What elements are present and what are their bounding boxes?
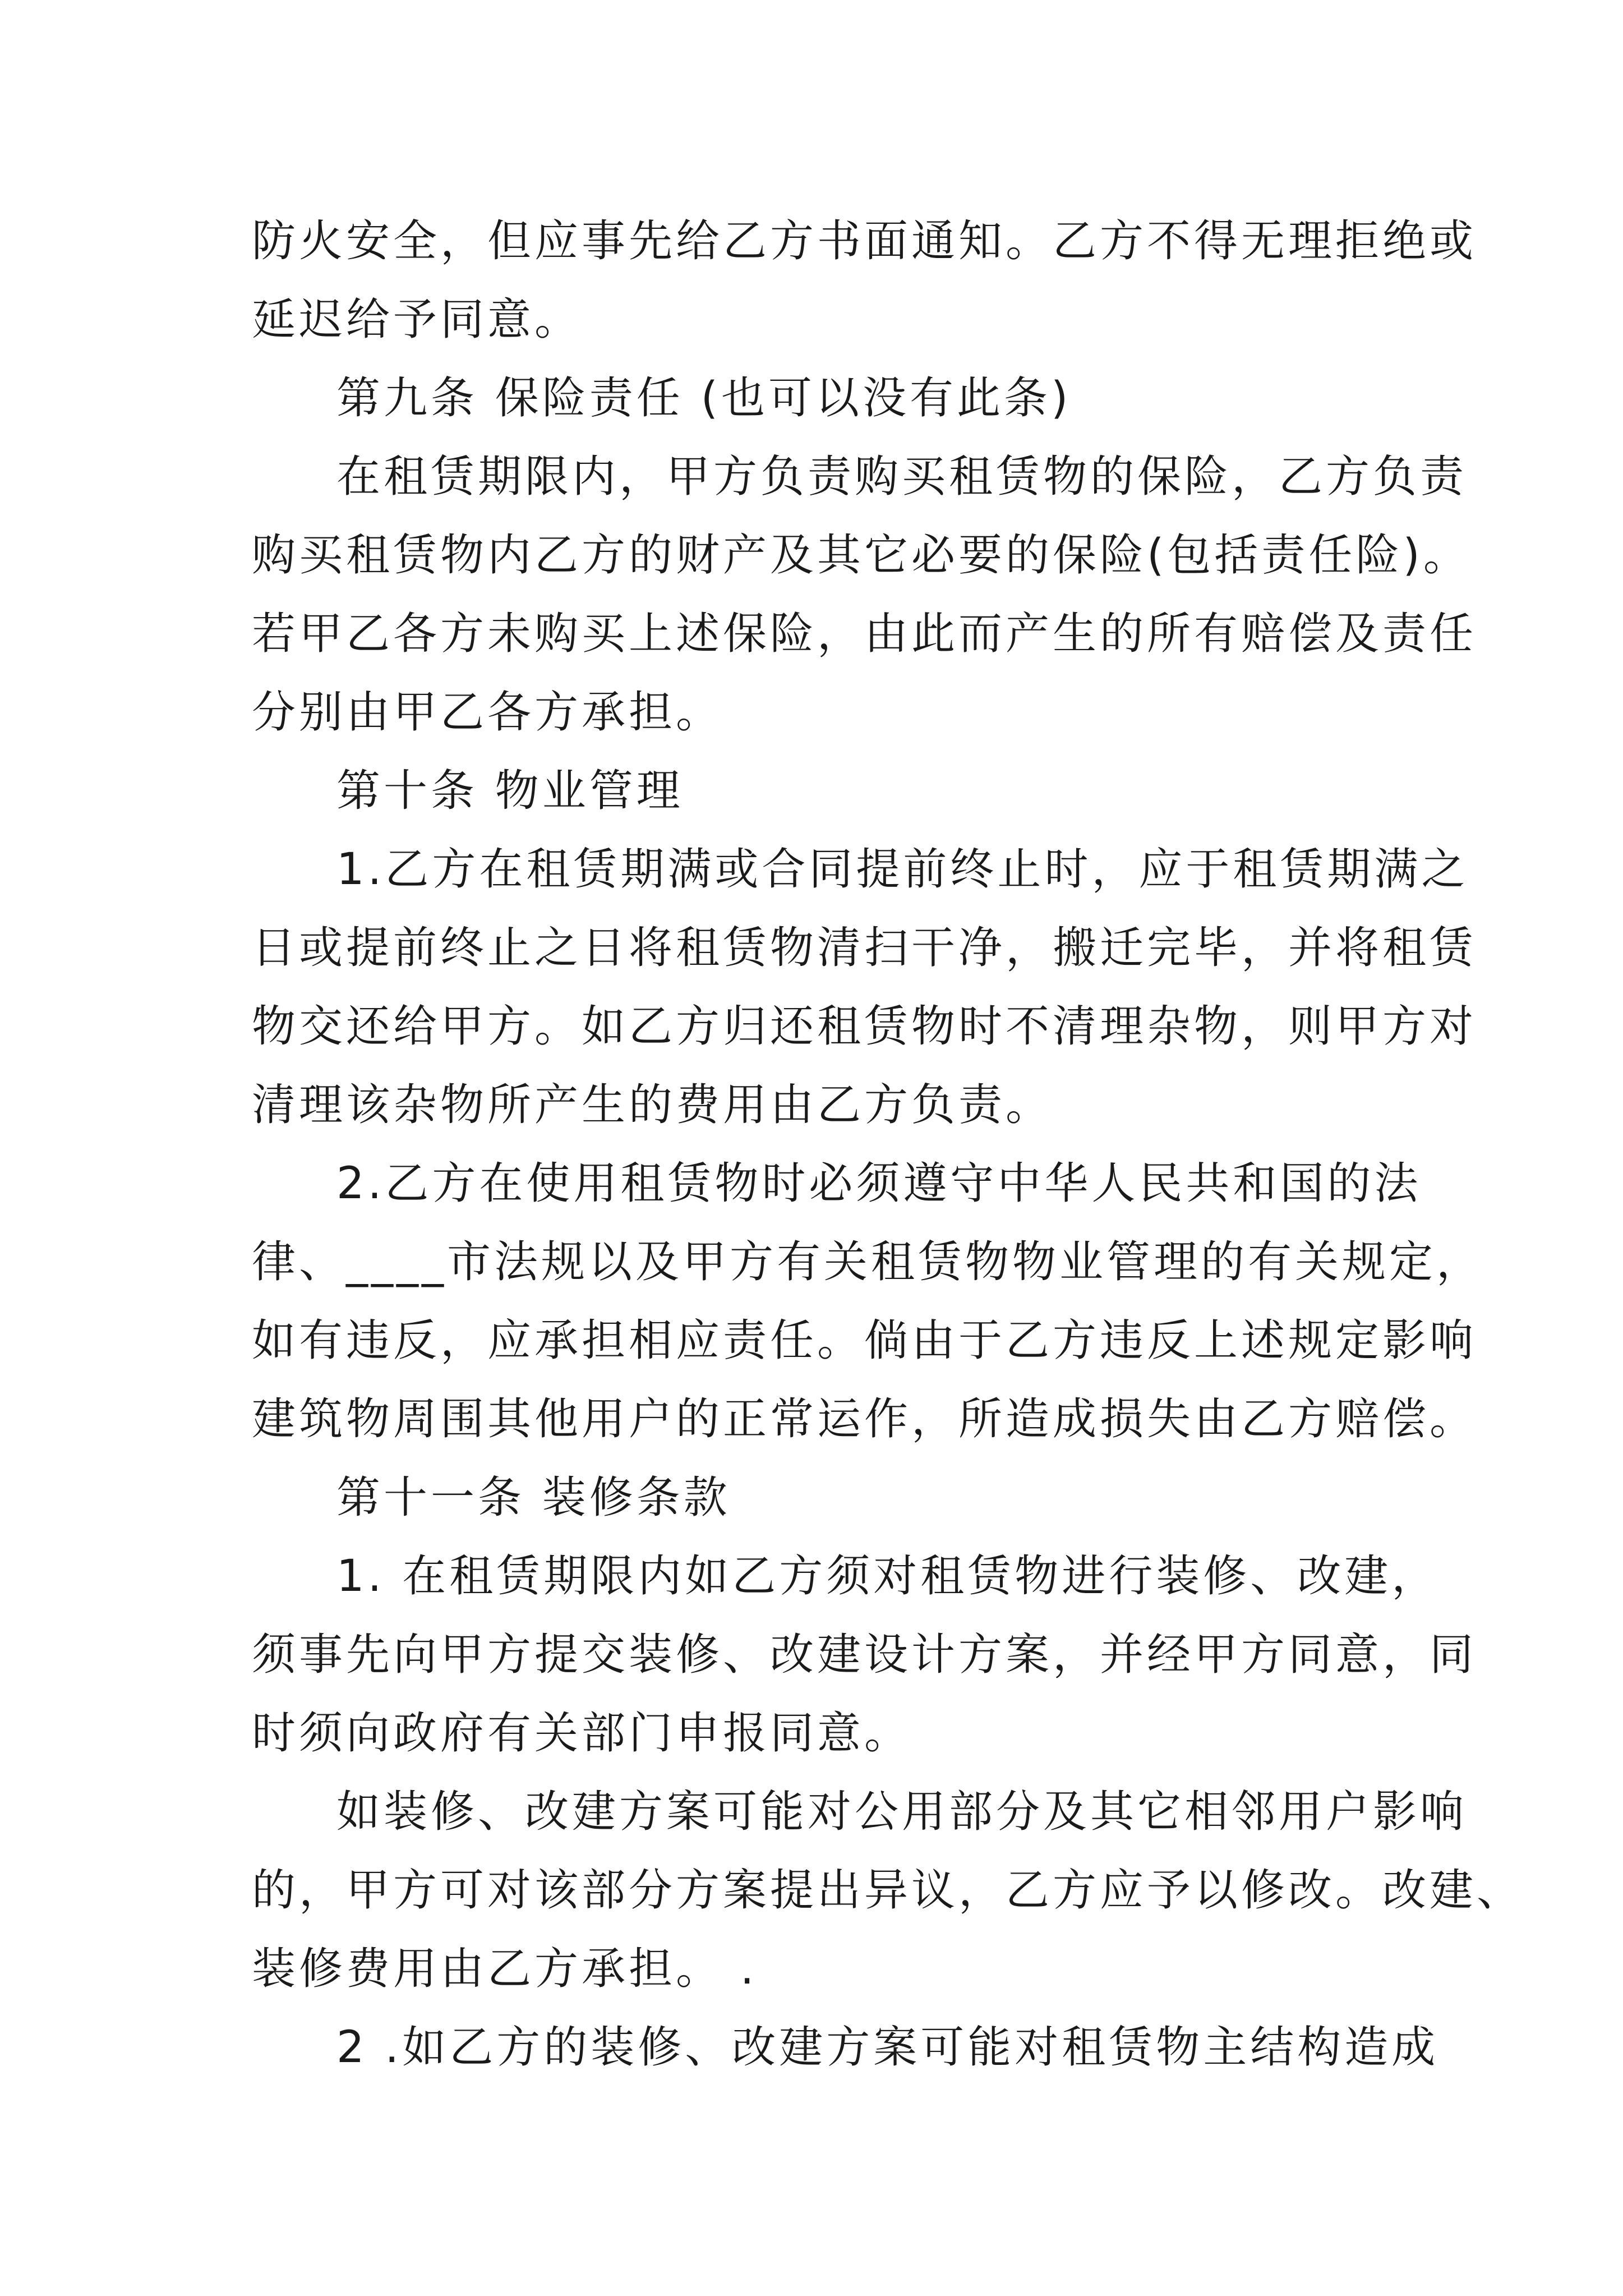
section-heading: 第十条 物业管理 <box>336 766 684 816</box>
section-heading: 第九条 保险责任 (也可以没有此条) <box>336 373 1072 424</box>
text-line: 购买租赁物内乙方的财产及其它必要的保险(包括责任险)。 <box>252 530 1470 581</box>
text-line: 分别由甲乙各方承担。 <box>252 687 723 738</box>
text-line: 律、____市法规以及甲方有关租赁物物业管理的有关规定， <box>252 1237 1484 1287</box>
text-line: 如装修、改建方案可能对公用部分及其它相邻用户影响 <box>336 1787 1468 1837</box>
section-heading: 第十一条 装修条款 <box>336 1473 731 1523</box>
text-line: 物交还给甲方。如乙方归还租赁物时不清理杂物，则甲方对 <box>252 1001 1477 1052</box>
text-line: 若甲乙各方未购买上述保险，由此而产生的所有赔偿及责任 <box>252 609 1477 659</box>
text-line: 的，甲方可对该部分方案提出异议，乙方应予以修改。改建、 <box>252 1865 1524 1916</box>
text-line: 日或提前终止之日将租赁物清扫干净，搬迁完毕，并将租赁 <box>252 923 1477 973</box>
text-line: 2.乙方在使用租赁物时必须遵守中华人民共和国的法 <box>336 1158 1422 1209</box>
text-line: 1. 在租赁期限内如乙方须对租赁物进行装修、改建， <box>336 1551 1439 1602</box>
text-line: 清理该杂物所产生的费用由乙方负责。 <box>252 1080 1053 1130</box>
text-line: 防火安全，但应事先给乙方书面通知。乙方不得无理拒绝或 <box>252 216 1477 266</box>
text-line: 延迟给予同意。 <box>252 295 582 345</box>
text-line: 2 .如乙方的装修、改建方案可能对租赁物主结构造成 <box>336 2022 1439 2073</box>
text-line: 在租赁期限内，甲方负责购买租赁物的保险，乙方负责 <box>336 452 1468 502</box>
text-line: 装修费用由乙方承担。 . <box>252 1944 758 1994</box>
text-line: 时须向政府有关部门申报同意。 <box>252 1708 912 1759</box>
text-line: 1.乙方在租赁期满或合同提前终止时，应于租赁期满之 <box>336 844 1469 895</box>
text-line: 须事先向甲方提交装修、改建设计方案，并经甲方同意，同 <box>252 1630 1477 1680</box>
text-line: 建筑物周围其他用户的正常运作，所造成损失由乙方赔偿。 <box>252 1394 1477 1444</box>
text-line: 如有违反，应承担相应责任。倘由于乙方违反上述规定影响 <box>252 1315 1477 1366</box>
